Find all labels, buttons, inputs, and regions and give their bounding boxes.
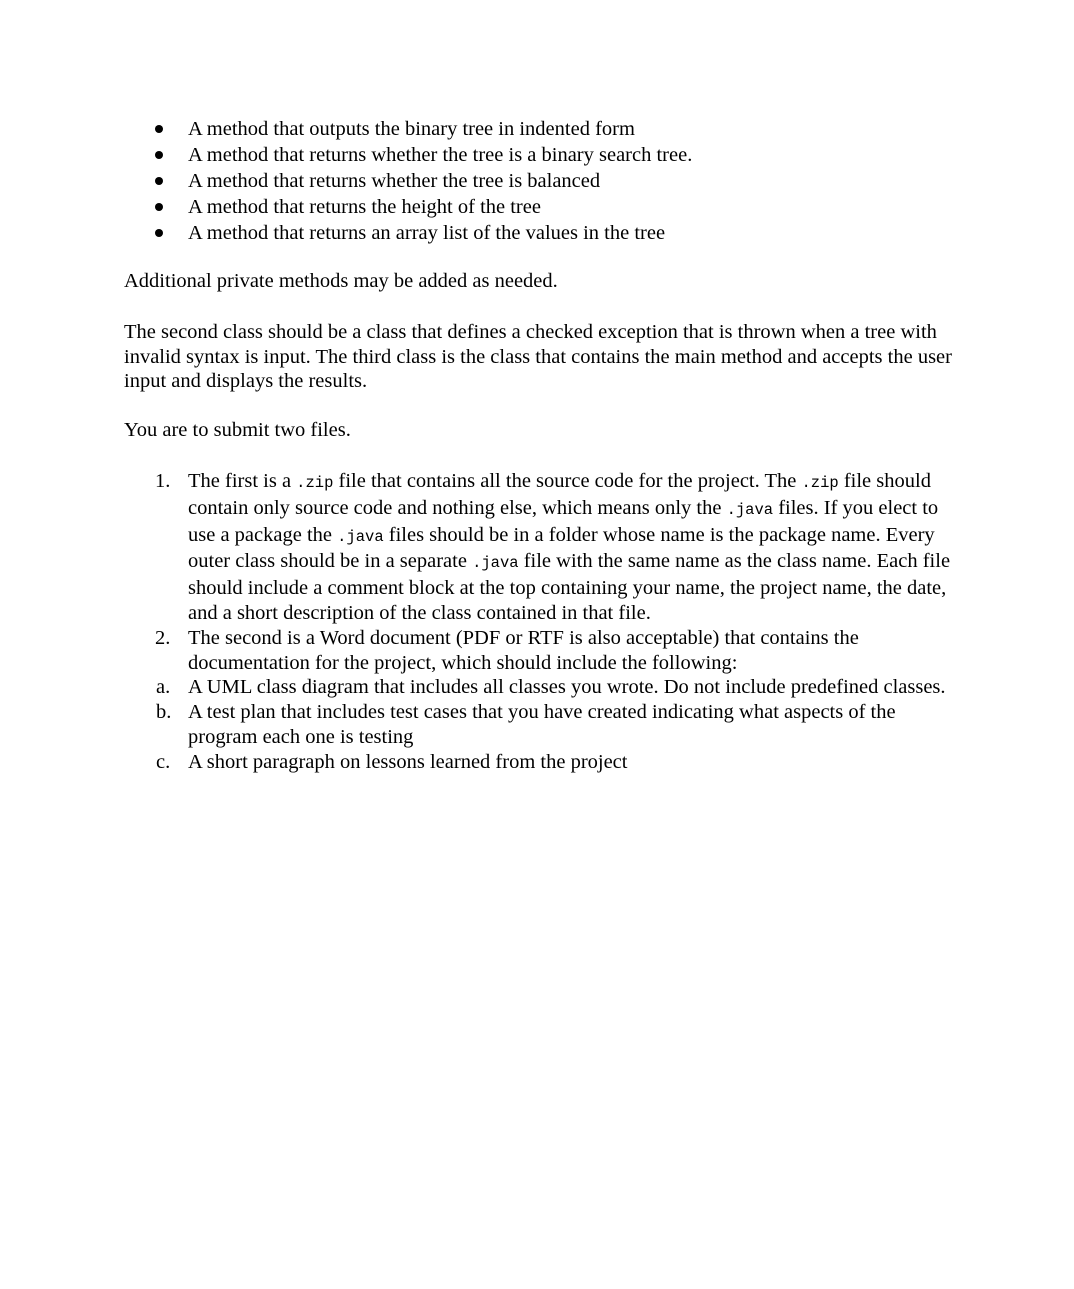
code-java: .java (337, 527, 384, 546)
sub-list-item: c. A short paragraph on lessons learned from the project (156, 750, 628, 773)
sub-list-item: a. A UML class diagram that includes all classes you wrote. Do not include predefined classes. (156, 676, 946, 699)
list-item: A method that returns the height of the tree (0, 194, 692, 220)
additional-methods-paragraph: Additional private methods may be added as needed. (124, 270, 558, 292)
list-item: A method that returns whether the tree is balanced (0, 168, 692, 194)
list-number: 2. (155, 626, 171, 649)
submit-intro-paragraph: You are to submit two files. (124, 419, 351, 441)
bullet-icon (155, 125, 163, 133)
sub-list-item: b. A test plan that includes test cases that you have created indicating what aspects of the program each one is testing (156, 701, 896, 748)
second-class-paragraph: The second class should be a class that defines a checked exception that is thrown when a tree with invalid syntax is input. The third class is the class that contains the main method and accepts the user input and displays the results. (124, 321, 952, 392)
list-item: A method that outputs the binary tree in indented form (0, 116, 692, 142)
submission-item-zip: 1. The first is a .zip file that contains all the source code for the project. The .zip file should contain only source code and nothing else, which means only the .java files. If you elect to use a package the .java files should be in a folder whose name is the package name. Every outer class should be in a separate .java file with the same name as the class name. Each file should include a comment block at the top containing your name, the project name, the date, and a short description of the class contained in that file. (155, 470, 951, 624)
code-java: .java (472, 554, 519, 573)
code-java: .java (726, 500, 774, 519)
methods-bullet-list (0, 116, 692, 246)
bullet-icon (155, 229, 163, 237)
bullet-icon (155, 151, 163, 159)
list-number: 1. (155, 470, 171, 492)
list-item: A method that returns whether the tree is a binary search tree. (0, 142, 692, 168)
submission-list (0, 469, 960, 775)
code-zip: .zip (801, 474, 839, 492)
documentation-sub-list (124, 675, 960, 774)
code-zip: .zip (296, 474, 334, 492)
bullet-icon (155, 203, 163, 211)
list-item: A method that returns an array list of the values in the tree (0, 220, 692, 246)
bullet-icon (155, 177, 163, 185)
submission-item-documentation: 2. The second is a Word document (PDF or RTF is also acceptable) that contains the documentation for the project, which should include the following: a. A UML class diagram that includes all classes you wrote. Do not include predefined classes. b. A test plan that includes test cases that you have created indicating what aspects of the program each one is testing c. A short paragraph on lessons learned from the project (0, 626, 960, 775)
